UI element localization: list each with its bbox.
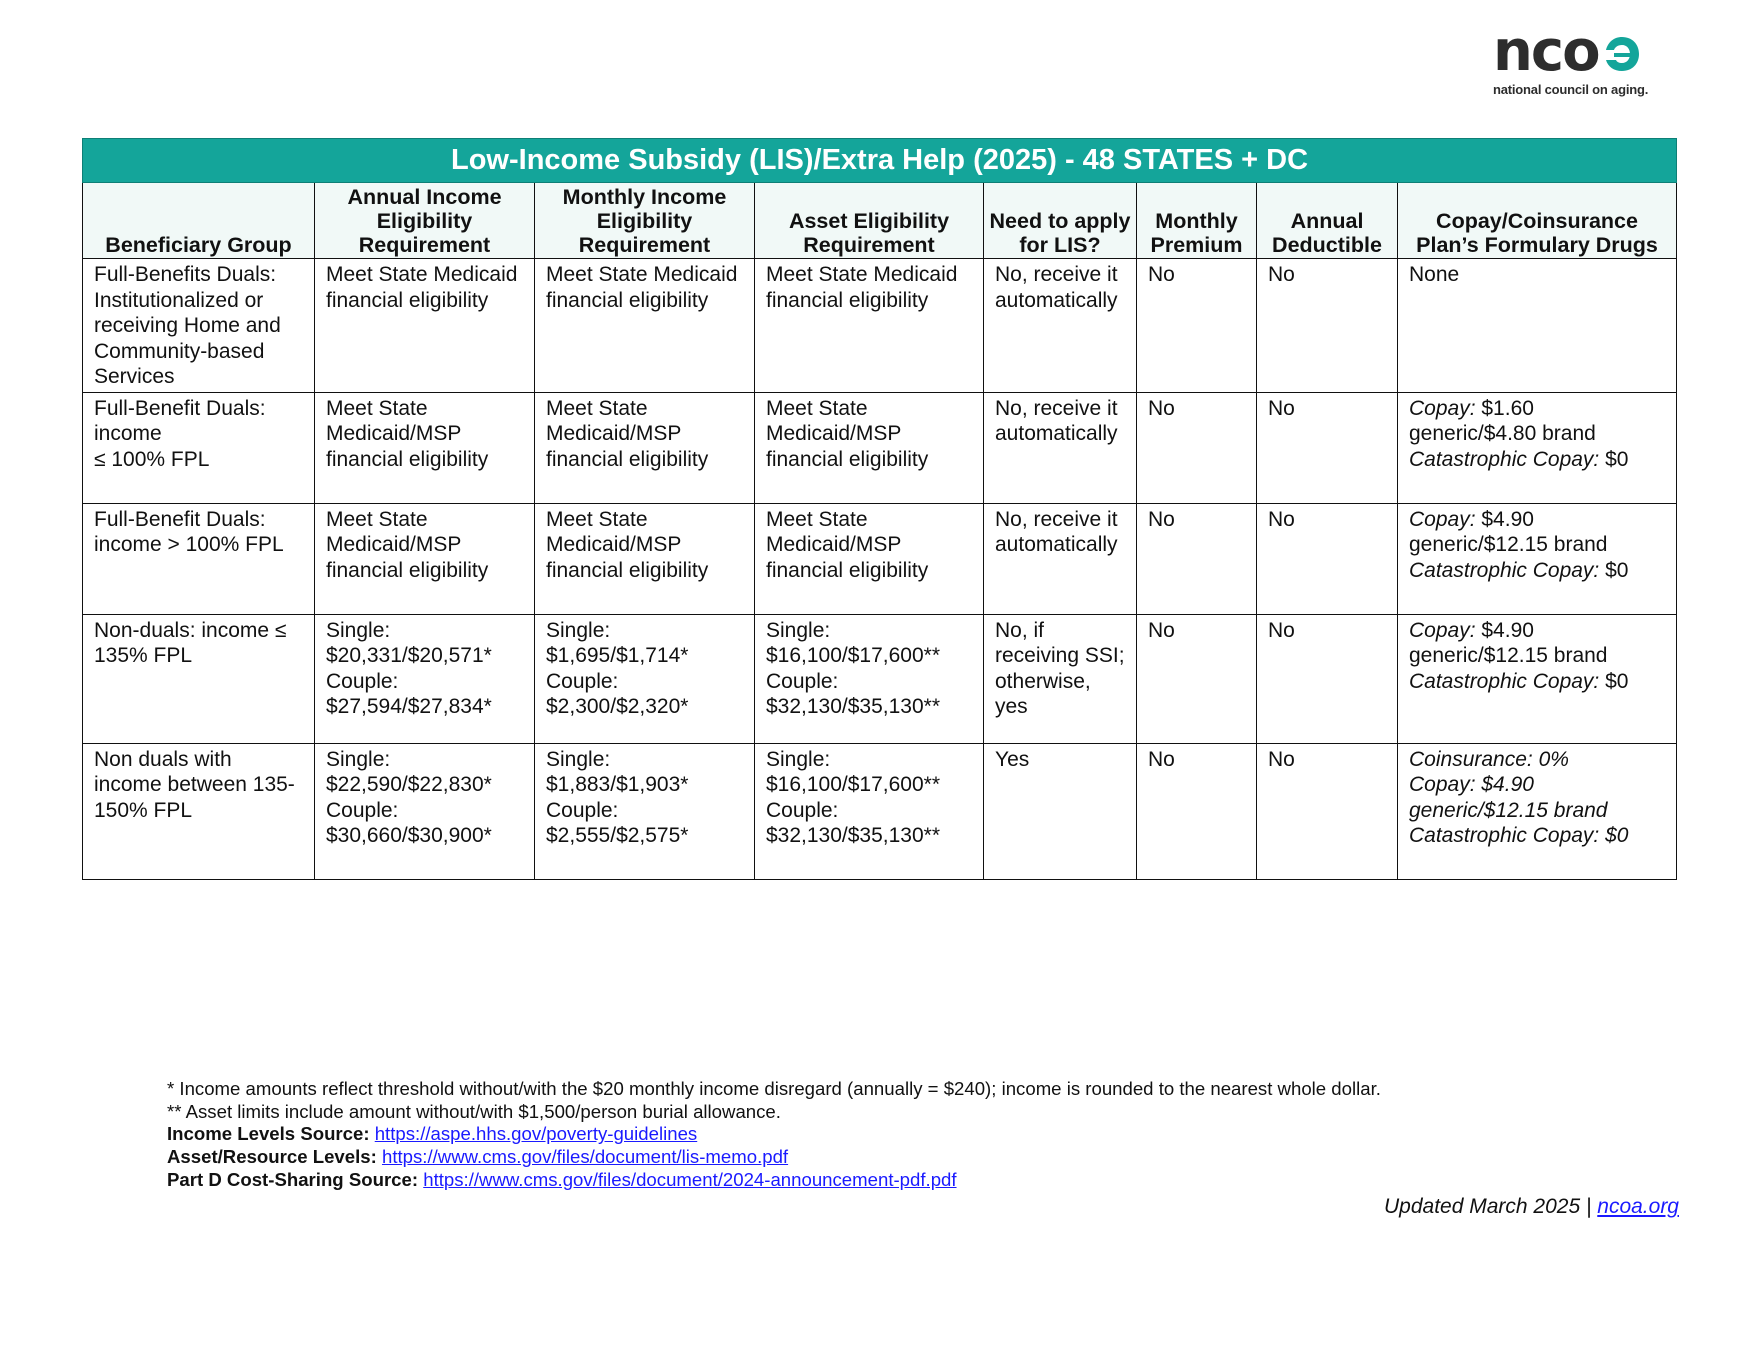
catastrophic-value: $0 [1599, 669, 1629, 693]
income-line: Couple: [546, 669, 619, 693]
cell-asset-eligibility: Meet State Medicaid/MSP financial eligibility [755, 392, 984, 503]
cell-annual-income [315, 743, 535, 879]
updated-text: Updated March 2025 | [1384, 1195, 1598, 1218]
table-row [83, 392, 1677, 503]
cell-copay [1398, 503, 1677, 614]
catastrophic-label: Catastrophic Copay: [1409, 558, 1600, 582]
income-line: Single: [546, 747, 611, 771]
logo-wordmark: nco [1493, 24, 1663, 80]
catastrophic-value: $0 [1599, 447, 1629, 471]
catastrophic-label: Catastrophic Copay: [1409, 447, 1600, 471]
group-line: Full-Benefit Duals: income [94, 396, 266, 445]
table-row [83, 743, 1677, 879]
cell-beneficiary-group [83, 392, 315, 503]
copay-value: $4.90 generic/$12.15 brand [1409, 618, 1608, 667]
col-header-asset-eligibility: Asset Eligibility Requirement [755, 183, 984, 259]
cell-asset-eligibility: Meet State Medicaid financial eligibility [755, 259, 984, 393]
cell-monthly-income [535, 614, 755, 743]
cell-beneficiary-group: Full-Benefits Duals: Institutionalized or receiving Home and Community-based Services [83, 259, 315, 393]
asset-source-link[interactable]: https://www.cms.gov/files/document/lis-memo.pdf [381, 1146, 789, 1168]
copay-line: Copay: $4.90 generic/$12.15 brand [1409, 773, 1608, 822]
table-title-banner: Low-Income Subsidy (LIS)/Extra Help (2025) - 48 STATES + DC [83, 139, 1677, 183]
income-source-line [167, 1123, 1381, 1146]
income-line: $30,660/$30,900* [326, 824, 492, 847]
cell-asset-eligibility [755, 614, 984, 743]
cell-annual-deductible: No [1257, 259, 1398, 393]
table-row [83, 259, 1677, 393]
cell-monthly-premium: No [1137, 503, 1257, 614]
cell-need-to-apply: No, receive it automatically [984, 259, 1137, 393]
income-line: Couple: [546, 798, 619, 822]
cell-annual-income [315, 614, 535, 743]
asset-line: Couple: [766, 798, 839, 822]
cell-annual-income: Meet State Medicaid financial eligibility [315, 259, 535, 393]
income-line: Single: [326, 747, 391, 771]
cell-copay [1398, 614, 1677, 743]
asset-line: $32,130/$35,130** [766, 695, 940, 718]
col-header-copay-coinsurance: Copay/Coinsurance Plan’s Formulary Drugs [1398, 183, 1677, 259]
asset-line: $32,130/$35,130** [766, 824, 940, 847]
cell-annual-income: Meet State Medicaid/MSP financial eligibility [315, 392, 535, 503]
footnotes [167, 1078, 1381, 1192]
copay-value: $1.60 generic/$4.80 brand [1409, 396, 1596, 445]
income-line: Couple: [326, 669, 399, 693]
income-line: Single: [546, 618, 611, 642]
cell-beneficiary-group: Non duals with income between 135-150% FPL [83, 743, 315, 879]
catastrophic-line: Catastrophic Copay: $0 [1409, 824, 1629, 847]
income-source-label: Income Levels Source: [167, 1123, 370, 1145]
asset-line: Single: [766, 618, 831, 642]
cell-monthly-income: Meet State Medicaid financial eligibility [535, 259, 755, 393]
col-header-beneficiary-group: Beneficiary Group [83, 183, 315, 259]
cell-copay [1398, 392, 1677, 503]
updated-line [1384, 1195, 1679, 1219]
income-source-link[interactable]: https://aspe.hhs.gov/poverty-guidelines [374, 1123, 698, 1145]
cell-monthly-income: Meet State Medicaid/MSP financial eligibility [535, 392, 755, 503]
catastrophic-label: Catastrophic Copay: [1409, 669, 1600, 693]
cell-copay [1398, 743, 1677, 879]
cell-monthly-income [535, 743, 755, 879]
cell-monthly-premium: No [1137, 392, 1257, 503]
column-header-row [83, 183, 1677, 259]
asset-line: $16,100/$17,600** [766, 644, 940, 667]
income-line: $2,300/$2,320* [546, 695, 689, 718]
asset-line: $16,100/$17,600** [766, 773, 940, 796]
ncoa-org-link[interactable]: ncoa.org [1597, 1195, 1679, 1218]
col-header-annual-deductible: Annual Deductible [1257, 183, 1398, 259]
ncoa-a-leaf-icon [1602, 34, 1642, 74]
copay-label: Copay: [1409, 396, 1476, 420]
cell-monthly-premium: No [1137, 259, 1257, 393]
table-row [83, 503, 1677, 614]
copay-label: Copay: [1409, 507, 1476, 531]
partd-source-link[interactable]: https://www.cms.gov/files/document/2024-announcement-pdf.pdf [423, 1168, 957, 1190]
cell-annual-income: Meet State Medicaid/MSP financial eligibility [315, 503, 535, 614]
income-line: $2,555/$2,575* [546, 824, 689, 847]
cell-asset-eligibility [755, 743, 984, 879]
cell-copay: None [1398, 259, 1677, 393]
income-line: $22,590/$22,830* [326, 773, 492, 796]
col-header-need-to-apply: Need to apply for LIS? [984, 183, 1137, 259]
asset-source-line [167, 1146, 1381, 1169]
asset-line: Single: [766, 747, 831, 771]
cell-monthly-premium: No [1137, 614, 1257, 743]
cell-beneficiary-group: Full-Benefit Duals: income > 100% FPL [83, 503, 315, 614]
asset-footnote: ** Asset limits include amount without/with $1,500/person burial allowance. [167, 1100, 781, 1122]
cell-annual-deductible: No [1257, 392, 1398, 503]
cell-need-to-apply: No, receive it automatically [984, 392, 1137, 503]
cell-need-to-apply: No, if receiving SSI; otherwise, yes [984, 614, 1137, 743]
asset-line: Couple: [766, 669, 839, 693]
coinsurance-line: Coinsurance: 0% [1409, 747, 1569, 771]
cell-annual-deductible: No [1257, 743, 1398, 879]
col-header-annual-income: Annual Income Eligibility Requirement [315, 183, 535, 259]
copay-value: $4.90 generic/$12.15 brand [1409, 507, 1608, 556]
ncoa-logo [1493, 19, 1663, 99]
income-line: $1,883/$1,903* [546, 773, 689, 796]
income-line: Couple: [326, 798, 399, 822]
asset-source-label: Asset/Resource Levels: [167, 1146, 377, 1168]
cell-monthly-income: Meet State Medicaid/MSP financial eligibility [535, 503, 755, 614]
col-header-monthly-premium: Monthly Premium [1137, 183, 1257, 259]
partd-source-label: Part D Cost-Sharing Source: [167, 1168, 419, 1190]
catastrophic-value: $0 [1599, 558, 1629, 582]
cell-need-to-apply: No, receive it automatically [984, 503, 1137, 614]
group-line: ≤ 100% FPL [94, 447, 210, 471]
income-line: $27,594/$27,834* [326, 695, 492, 718]
partd-source-line [167, 1169, 1381, 1192]
copay-label: Copay: [1409, 618, 1476, 642]
income-footnote: * Income amounts reflect threshold without/with the $20 monthly income disregard (annually = $240); income is rounded to the nearest whole dollar. [167, 1078, 1381, 1099]
cell-annual-deductible: No [1257, 503, 1398, 614]
cell-asset-eligibility: Meet State Medicaid/MSP financial eligibility [755, 503, 984, 614]
cell-need-to-apply: Yes [984, 743, 1137, 879]
col-header-monthly-income: Monthly Income Eligibility Requirement [535, 183, 755, 259]
cell-annual-deductible: No [1257, 614, 1398, 743]
table-row [83, 614, 1677, 743]
income-line: Single: [326, 618, 391, 642]
cell-beneficiary-group: Non-duals: income ≤ 135% FPL [83, 614, 315, 743]
logo-tagline: national council on aging. [1493, 82, 1649, 97]
cell-monthly-premium: No [1137, 743, 1257, 879]
income-line: $20,331/$20,571* [326, 644, 492, 667]
income-line: $1,695/$1,714* [546, 644, 689, 667]
lis-table [82, 138, 1677, 880]
